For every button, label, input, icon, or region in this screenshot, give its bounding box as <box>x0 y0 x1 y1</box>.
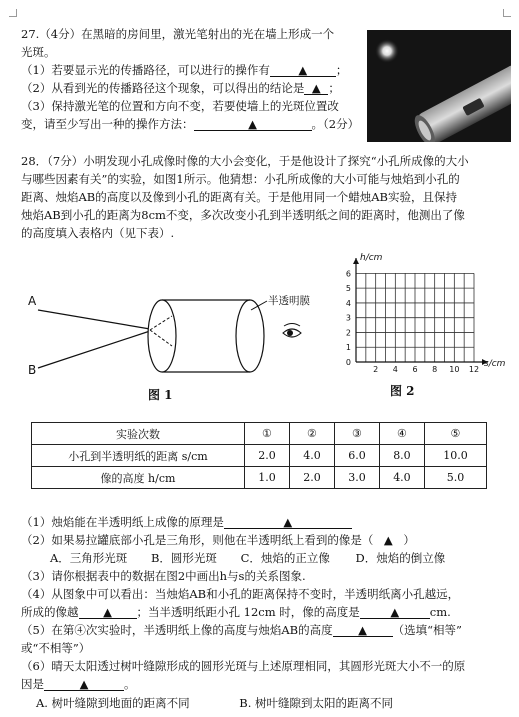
corner-mark-top-right <box>503 9 511 17</box>
light-spot-icon <box>375 39 399 63</box>
q28-sub5-line-2: 或“不相等”） <box>21 641 91 655</box>
q28-sub2-text: （2）如果易拉罐底部小孔是三角形，则他在半透明纸上看到的像是（ <box>21 533 374 547</box>
x-tick-label: 10 <box>449 365 460 374</box>
membrane-label: 半透明膜 <box>268 295 310 307</box>
q28-sub5-text-a: （5）在第④次实验时，半透明纸上像的高度与烛焰AB的高度 <box>21 623 333 637</box>
q28-sub3: （3）请你根据表中的数据在图2中画出h与s的关系图象. <box>21 569 306 583</box>
fig1-label-a: A <box>28 294 37 308</box>
x-tick-label: 8 <box>432 365 438 374</box>
figure-1-caption: 图 1 <box>148 388 173 402</box>
answer-marker: ▲ <box>283 515 293 529</box>
x-tick-label: 6 <box>412 365 418 374</box>
answer-blank[interactable] <box>304 82 328 95</box>
q28-sub2 <box>21 533 415 547</box>
answer-blank[interactable] <box>270 64 336 77</box>
answer-marker: ▲ <box>103 605 112 619</box>
q28-sub6-line-2 <box>21 677 136 691</box>
table-cell: 2.0 <box>245 445 290 467</box>
table-row <box>32 467 487 489</box>
x-axis-label: s/cm <box>484 359 506 369</box>
y-tick-label: 6 <box>345 269 351 279</box>
q28-sub4-text-b: ；当半透明纸距小孔 12cm 时，像的高度是 <box>136 605 360 619</box>
q27-sub3-text: 变，请至少写出一种的操作方法： <box>21 117 194 131</box>
q28-sub6-line-1: （6）晴天太阳透过树叶缝隙形成的圆形光斑与上述原理相同，其圆形光斑大小不一的原 <box>21 659 466 673</box>
answer-marker: ▲ <box>383 533 393 547</box>
table-cell: ② <box>289 423 334 445</box>
ray-a-line <box>38 310 150 329</box>
y-tick-label: 2 <box>345 328 351 338</box>
ray-b-line <box>38 331 150 368</box>
q28-intro-line-1: 28．（7分）小明发现小孔成像时像的大小会变化，于是他设计了探究“小孔所成像的大小 <box>21 154 469 168</box>
figure-1-pinhole-camera <box>22 288 322 378</box>
table-cell: 2.0 <box>289 467 334 489</box>
answer-marker: ▲ <box>358 623 367 637</box>
unit-cm: cm. <box>429 605 451 619</box>
table-header-row <box>32 423 487 445</box>
y-tick-label: 1 <box>345 343 351 353</box>
y-tick-label: 0 <box>345 358 351 367</box>
laser-pointer-photo <box>367 30 511 142</box>
table-cell: 4.0 <box>379 467 424 489</box>
table-cell: 3.0 <box>334 467 379 489</box>
answer-marker: ▲ <box>79 677 89 691</box>
q27-line-3 <box>21 63 347 77</box>
answer-blank[interactable] <box>360 606 430 619</box>
table-cell: 实验次数 <box>32 423 245 445</box>
q27-line-4 <box>21 81 340 95</box>
y-tick-label: 3 <box>345 313 351 323</box>
q28-sub2-options <box>50 551 445 565</box>
q27-sub2-text: （2）从看到光的传播路径这个现象，可以得出的结论是 <box>21 81 305 95</box>
table-cell: ⑤ <box>424 423 486 445</box>
eye-icon <box>283 324 301 338</box>
table-row <box>32 445 487 467</box>
table-cell: 小孔到半透明纸的距离 s/cm <box>32 445 245 467</box>
answer-blank[interactable] <box>333 624 393 637</box>
q28-sub4-line-2 <box>21 605 451 619</box>
table-cell: 1.0 <box>245 467 290 489</box>
q28-sub5-line-1 <box>21 623 462 637</box>
option-a[interactable]: A. 树叶缝隙到地面的距离不同 <box>36 696 190 710</box>
q27-line-2: 光斑。 <box>21 45 56 59</box>
table-cell: ③ <box>334 423 379 445</box>
table-cell: 6.0 <box>334 445 379 467</box>
table-cell: 8.0 <box>379 445 424 467</box>
answer-blank[interactable] <box>79 606 137 619</box>
table-cell: 4.0 <box>289 445 334 467</box>
q27-line-6 <box>21 117 359 131</box>
option-b[interactable]: B．圆形光斑 <box>150 551 217 565</box>
q28-intro-line-4: 烛焰AB到小孔的距离为8cm不变，多次改变小孔到半透明纸之间的距离时，他测出了像 <box>21 208 465 222</box>
q28-sub6-options <box>36 696 393 710</box>
y-tick-label: 4 <box>345 298 351 308</box>
can-bottom <box>148 300 176 372</box>
table-cell: 像的高度 h/cm <box>32 467 245 489</box>
x-tick-label: 12 <box>468 365 480 374</box>
q28-sub5-text-b: （选填“相等” <box>392 623 462 637</box>
x-tick-label: 4 <box>392 365 398 374</box>
option-c[interactable]: C．烛焰的正立像 <box>240 551 330 565</box>
q28-sub4-line-1: （4）从图象中可以看出：当烛焰AB和小孔的距离保持不变时，半透明纸离小孔越远， <box>21 587 460 601</box>
q28-sub4-text-a: 所成的像越 <box>21 605 79 619</box>
y-tick-label: 5 <box>345 284 351 294</box>
q28-sub6-text: 因是 <box>21 677 44 691</box>
q28-sub1-text: （1）烛焰能在半透明纸上成像的原理是 <box>21 515 224 529</box>
punct: ； <box>335 63 348 77</box>
q27-line-1: 27.（4分）在黑暗的房间里，激光笔射出的光在墙上形成一个 <box>21 27 335 41</box>
figure-2-caption: 图 2 <box>390 384 415 398</box>
corner-mark-top-left <box>9 9 17 17</box>
answer-marker: ▲ <box>311 81 321 95</box>
q27-sub1-text: （1）若要显示光的传播路径，可以进行的操作有 <box>21 63 270 77</box>
punct: ） <box>403 533 415 547</box>
q27-score-note: 。（2分） <box>311 117 360 131</box>
answer-marker: ▲ <box>298 63 308 77</box>
table-cell: 5.0 <box>424 467 486 489</box>
q28-intro-line-2: 与哪些因素有关”的实验，如图1所示。他猜想：小孔所成像的大小可能与烛焰到小孔的 <box>21 172 460 186</box>
answer-blank[interactable] <box>194 118 312 131</box>
option-a[interactable]: A．三角形光斑 <box>50 551 128 565</box>
figure-2-grid-chart <box>336 252 506 378</box>
punct: ； <box>328 81 340 95</box>
answer-marker: ▲ <box>390 605 400 619</box>
table-cell: ④ <box>379 423 424 445</box>
experiment-table <box>31 422 487 489</box>
q28-intro-line-5: 的高度填入表格内（见下表）. <box>21 226 175 240</box>
answer-blank[interactable] <box>44 678 124 691</box>
y-axis-arrow-icon <box>353 258 359 264</box>
option-b[interactable]: B. 树叶缝隙到太阳的距离不同 <box>239 696 394 710</box>
y-axis-label: h/cm <box>360 253 383 263</box>
q28-intro-line-3: 距离、烛焰AB的高度以及像到小孔的距离有关。于是他用同一个蜡烛AB实验，且保持 <box>21 190 458 204</box>
q27-line-5: （3）保持激光笔的位置和方向不变，若要使墙上的光斑位置改 <box>21 99 339 113</box>
punct: 。 <box>124 677 136 691</box>
x-tick-label: 2 <box>373 365 379 374</box>
table-cell: 10.0 <box>424 445 486 467</box>
q28-sub1 <box>21 515 352 529</box>
answer-marker: ▲ <box>248 117 257 131</box>
table-cell: ① <box>245 423 290 445</box>
can-membrane-end <box>236 300 264 372</box>
answer-blank[interactable] <box>224 516 352 529</box>
fig1-label-b: B <box>28 363 37 377</box>
option-d[interactable]: D．烛焰的倒立像 <box>355 551 446 565</box>
answer-blank[interactable] <box>373 534 403 546</box>
